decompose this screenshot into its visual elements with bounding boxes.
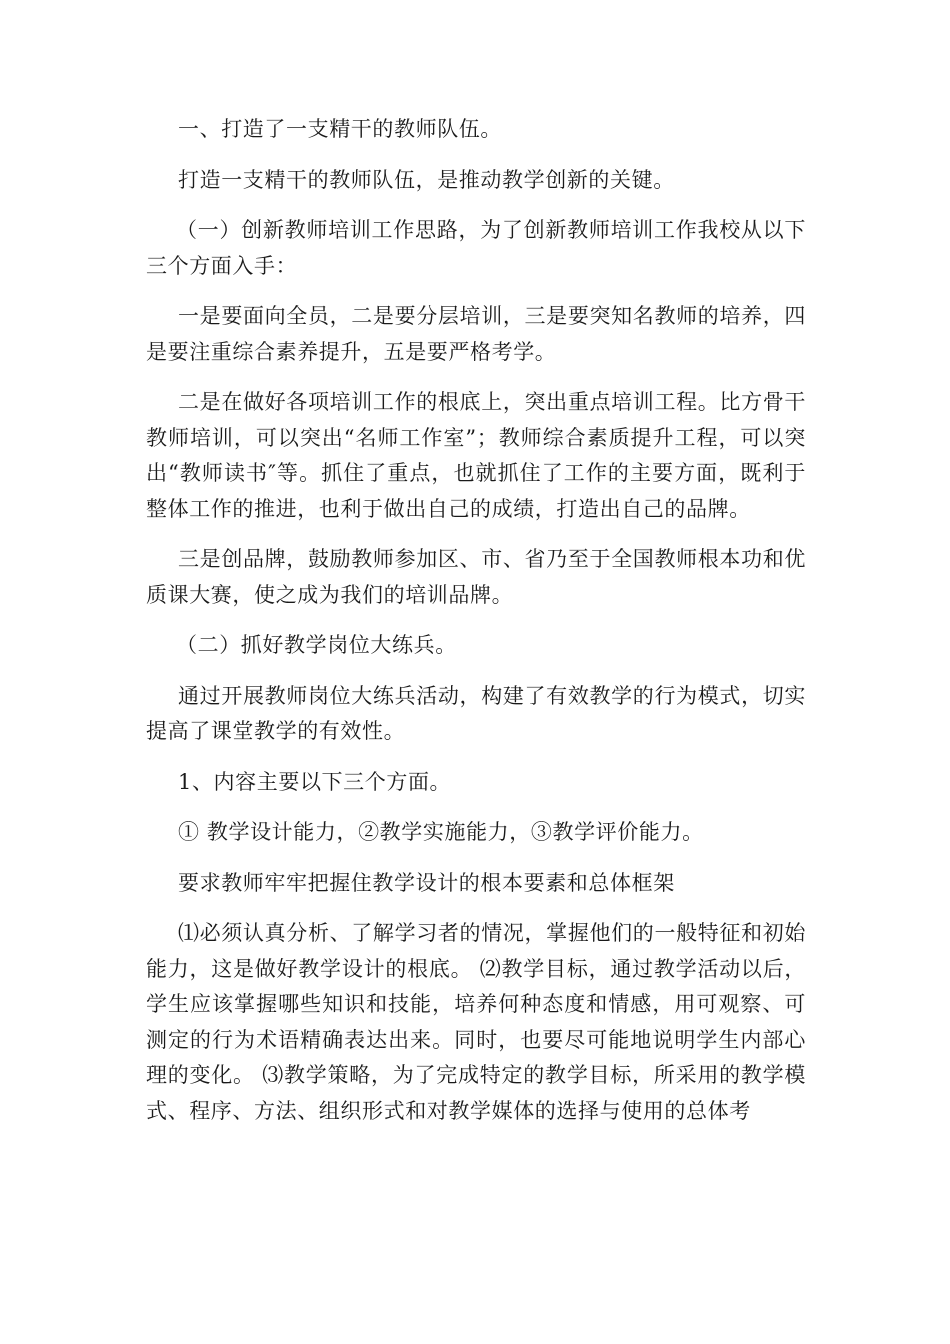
paragraph-point-2: 二是在做好各项培训工作的根底上，突出重点培训工程。比方骨干教师培训，可以突出“名师工作室”；教师综合素质提升工程，可以突出“教师读书″等。抓住了重点，也就抓住了工作的主要方面，既利于整体工作的推进，也利于做出自己的成绩，打造出自己的品牌。: [146, 390, 806, 521]
subsection-heading-2: （二）抓好教学岗位大练兵。: [176, 633, 457, 657]
subsection-heading-1: （一）创新教师培训工作思路，为了创新教师培训工作我校从以下三个方面入手：: [146, 218, 806, 278]
paragraph-requirement: 要求教师牢牢把握住教学设计的根本要素和总体框架: [178, 870, 675, 895]
paragraph-intro: 打造一支精干的教师队伍，是推动教学创新的关键。: [178, 167, 675, 192]
paragraph-training: 通过开展教师岗位大练兵活动，构建了有效教学的行为模式，切实提高了课堂教学的有效性。: [146, 683, 806, 743]
paragraph-content-heading: 1、内容主要以下三个方面。: [178, 769, 452, 794]
paragraph-abilities: ① 教学设计能力，②教学实施能力，③教学评价能力。: [178, 820, 704, 844]
paragraph-point-1: 一是要面向全员，二是要分层培训，三是要突知名教师的培养，四是要注重综合素养提升，五是要严格考学。: [146, 304, 806, 364]
document-body: [146, 112, 806, 1144]
paragraph-details: ⑴必须认真分析、了解学习者的情况，掌握他们的一般特征和初始能力，这是做好教学设计的根底。 ⑵教学目标，通过教学活动以后，学生应该掌握哪些知识和技能，培养何种态度和情感，用可观察、可测定的行为术语精确表达出来。同时，也要尽可能地说明学生内部心理的变化。 ⑶教学策略，为了完成特定的教学目标，所采用的教学模式、程序、方法、组织形式和对教学媒体的选择与使用的总体考: [146, 921, 806, 1123]
section-heading-1: 一、打造了一支精干的教师队伍。: [178, 117, 502, 141]
paragraph-point-3: 三是创品牌，鼓励教师参加区、市、省乃至于全国教师根本功和优质课大赛，使之成为我们的培训品牌。: [146, 547, 806, 607]
